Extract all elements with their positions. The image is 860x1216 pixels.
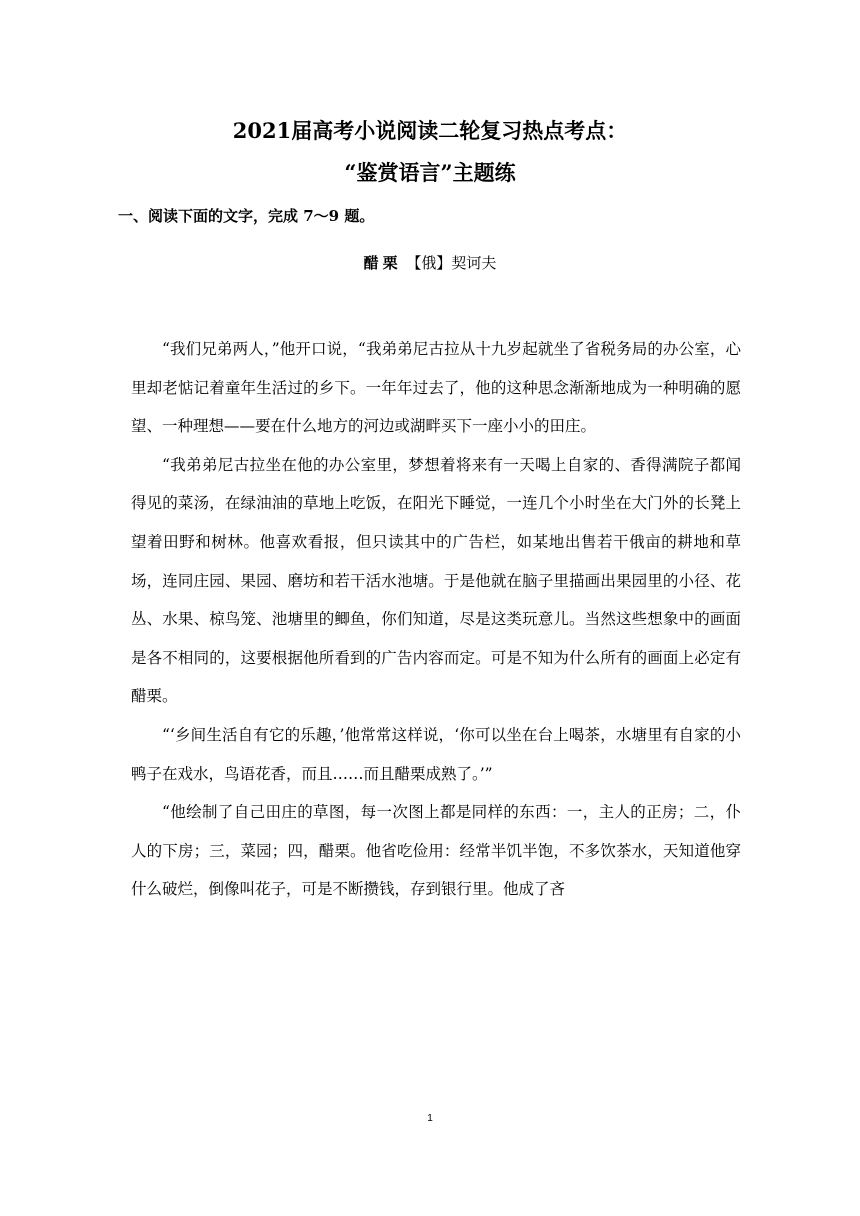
story-body: [131, 330, 741, 909]
page-number: 1: [427, 1113, 433, 1124]
story-byline: [0, 252, 860, 274]
paragraph: “我们兄弟两人，”他开口说，“我弟弟尼古拉从十九岁起就坐了省税务局的办公室，心里却老惦记着童年生活过的乡下。一年年过去了，他的这种思念渐渐地成为一种明确的愿望、一种理想——要在什么地方的河边或湖畔买下一座小小的田庄。: [131, 340, 741, 436]
paragraph: “‘乡间生活自有它的乐趣，’他常常这样说，‘你可以坐在台上喝茶，水塘里有自家的小鸭子在戏水，鸟语花香，而且……而且醋栗成熟了。’”: [131, 725, 741, 783]
story-title: 醋栗: [363, 254, 402, 272]
paragraph: “我弟弟尼古拉坐在他的办公室里，梦想着将来有一天喝上自家的、香得满院子都闻得见的菜汤，在绿油油的草地上吃饭，在阳光下睡觉，一连几个小时坐在大门外的长凳上望着田野和树林。他喜欢看报，但只读其中的广告栏，如某地出售若干俄亩的耕地和草场，连同庄园、果园、磨坊和若干活水池塘。于是他就在脑子里描画出果园里的小径、花丛、水果、椋鸟笼、池塘里的鲫鱼，你们知道，尽是这类玩意儿。当然这些想象中的画面是各不相同的，这要根据他所看到的广告内容而定。可是不知为什么所有的画面上必定有醋栗。: [131, 455, 741, 706]
document-subtitle: “鉴赏语言”主题练: [344, 160, 516, 185]
document-title: 2021届高考小说阅读二轮复习热点考点：: [232, 118, 628, 143]
story-author: 【俄】契诃夫: [406, 254, 497, 272]
paragraph: “他绘制了自己田庄的草图，每一次图上都是同样的东西：一，主人的正房；二，仆人的下房；三，菜园；四，醋栗。他省吃俭用：经常半饥半饱，不多饮茶水，天知道他穿什么破烂，倒像叫花子，可是不断攒钱，存到银行里。他成了吝: [131, 803, 741, 899]
section-heading: 一、阅读下面的文字，完成 7～9 题。: [118, 207, 375, 225]
